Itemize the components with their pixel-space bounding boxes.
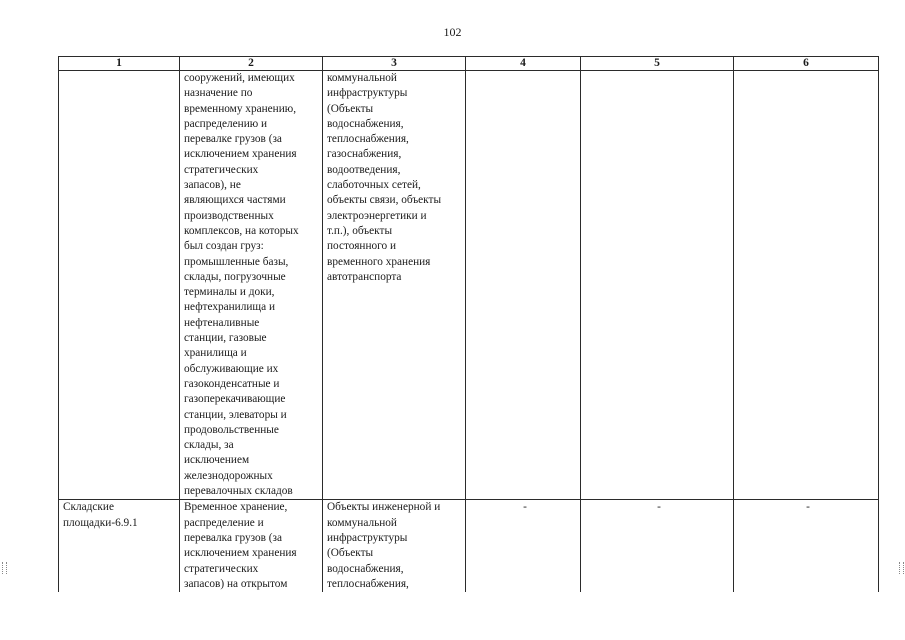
cell-line: (Объекты — [327, 547, 374, 560]
cell-line: склады, погрузочные — [184, 270, 286, 283]
cell-line: коммунальной — [327, 72, 397, 84]
right-margin-mark — [899, 562, 904, 574]
cell-line: площадки-6.9.1 — [63, 516, 138, 529]
header-col-2: 2 — [180, 57, 323, 71]
cell-line: постоянного и — [327, 240, 397, 253]
cell-line: являющихся частями — [184, 194, 286, 207]
cell-line: водоотведения, — [327, 163, 401, 176]
left-margin-mark — [2, 562, 7, 574]
cell-col2 — [180, 500, 323, 592]
regulations-table — [58, 56, 879, 592]
cell-line: запасов) на открытом — [184, 577, 288, 590]
cell-line: был создан груз: — [184, 240, 264, 253]
cell-line: запасов), не — [184, 179, 241, 192]
table-row — [59, 71, 879, 500]
cell-col6: - — [734, 500, 879, 592]
cell-line: промышленные базы, — [184, 255, 289, 268]
cell-col1 — [59, 71, 180, 500]
cell-line: железнодорожных — [184, 469, 273, 482]
cell-line: временного хранения — [327, 255, 431, 268]
cell-line: коммунальной — [327, 516, 397, 529]
cell-line: хранилища и — [184, 347, 247, 360]
cell-line: исключением хранения — [184, 148, 297, 161]
cell-line: комплексов, на которых — [184, 224, 299, 237]
cell-line: водоснабжения, — [327, 562, 404, 575]
cell-line: стратегических — [184, 163, 259, 176]
cell-line: электроэнергетики и — [327, 209, 427, 222]
cell-line: распределение и — [184, 516, 264, 529]
cell-line: станции, газовые — [184, 332, 267, 345]
cell-line: перевалочных складов — [184, 485, 293, 498]
cell-line: нефтеналивные — [184, 316, 260, 329]
cell-line: стратегических — [184, 562, 259, 575]
cell-line: нефтехранилища и — [184, 301, 275, 314]
header-col-6: 6 — [734, 57, 879, 71]
cell-line: Объекты инженерной и — [327, 501, 441, 514]
cell-line: теплоснабжения, — [327, 577, 409, 590]
cell-line: автотранспорта — [327, 270, 402, 283]
cell-col4 — [466, 71, 581, 500]
header-col-3: 3 — [323, 57, 466, 71]
cell-line: теплоснабжения, — [327, 133, 409, 146]
cell-col5: - — [581, 500, 734, 592]
header-col-4: 4 — [466, 57, 581, 71]
cell-line: объекты связи, объекты — [327, 194, 442, 207]
page-number: 102 — [443, 25, 462, 39]
cell-line: производственных — [184, 209, 274, 222]
cell-col4: - — [466, 500, 581, 592]
cell-line: терминалы и доки, — [184, 286, 275, 299]
cell-line: назначение по — [184, 87, 253, 100]
cell-col2 — [180, 71, 323, 500]
cell-col3 — [323, 71, 466, 500]
cell-line: исключением хранения — [184, 547, 297, 560]
cell-line: склады, за — [184, 439, 234, 452]
cell-line: (Объекты — [327, 102, 374, 115]
cell-line: газоконденсатные и — [184, 377, 280, 390]
cell-line: газоперекачивающие — [184, 393, 286, 406]
cell-line: газоснабжения, — [327, 148, 402, 161]
cell-col6 — [734, 71, 879, 500]
cell-col1 — [59, 500, 180, 592]
cell-line: продовольственные — [184, 423, 279, 436]
cell-line: обслуживающие их — [184, 362, 279, 375]
cell-line: исключением — [184, 454, 250, 467]
table-row — [59, 500, 879, 592]
cell-line: перевалке грузов (за — [184, 133, 282, 146]
header-col-1: 1 — [59, 57, 180, 71]
cell-line: сооружений, имеющих — [184, 72, 295, 84]
cell-line: распределению и — [184, 117, 268, 130]
cell-line: перевалка грузов (за — [184, 531, 283, 544]
cell-line: т.п.), объекты — [327, 224, 393, 237]
header-col-5: 5 — [581, 57, 734, 71]
cell-col3 — [323, 500, 466, 592]
cell-col5 — [581, 71, 734, 500]
cell-line: инфраструктуры — [327, 531, 408, 544]
cell-line: временному хранению, — [184, 102, 297, 115]
cell-line: станции, элеваторы и — [184, 408, 287, 421]
header-row — [59, 57, 879, 71]
cell-line: Складские — [63, 501, 114, 514]
cell-line: Временное хранение, — [184, 501, 288, 514]
cell-line: водоснабжения, — [327, 117, 404, 130]
cell-line: слаботочных сетей, — [327, 179, 421, 192]
cell-line: инфраструктуры — [327, 87, 408, 100]
